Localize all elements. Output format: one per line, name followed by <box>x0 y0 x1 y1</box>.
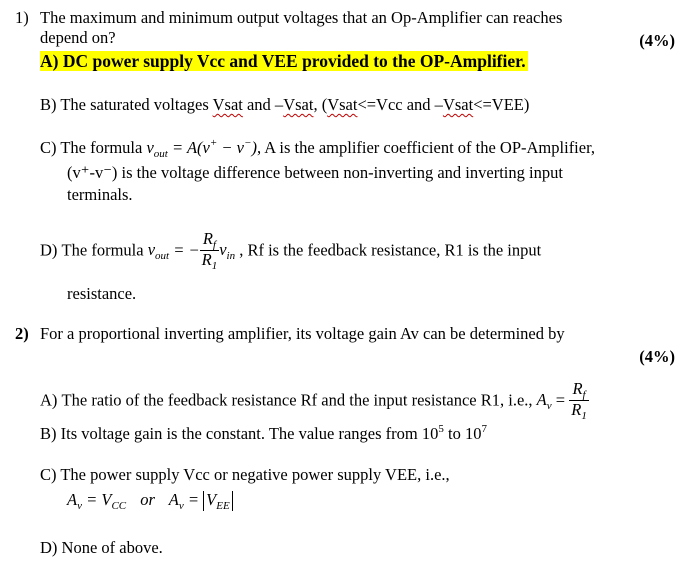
q1-option-c-pre: The formula <box>60 138 147 157</box>
q1-d-v-sub: out <box>155 249 170 262</box>
q2-a-av-sub: v <box>546 399 552 412</box>
q1-option-d-vout <box>147 239 170 262</box>
q1-formula-close: ) <box>251 138 257 157</box>
q2-option-b-text: Its voltage gain is the constant. The value ranges from 10 <box>60 424 439 443</box>
q2-a-num-r: R <box>572 379 583 398</box>
q1-option-a-text: DC power supply Vcc and VEE provided to the OP-Amplifier. <box>62 51 526 71</box>
q2-option-d <box>40 538 163 558</box>
q1-option-b-mid1: and – <box>242 95 284 114</box>
q1-option-d-pre: The formula <box>61 240 148 260</box>
q1-option-b-vsat3: Vsat <box>327 95 358 114</box>
q1-option-b-mid3: <=Vcc and – <box>357 95 443 114</box>
q1-option-d-eq: = − <box>169 240 200 260</box>
q2-option-c-label: C) <box>40 465 57 484</box>
q1-option-b-mid2: , ( <box>313 95 328 114</box>
q1-d-numerator <box>200 230 220 251</box>
q2-option-a-label: A) <box>40 390 58 410</box>
q1-option-c-formula <box>146 137 257 160</box>
q1-option-a-highlight <box>40 51 528 71</box>
q1-option-a-label: A) <box>40 51 59 71</box>
q2-c-eq1: = V <box>81 490 112 509</box>
q1-d-denominator <box>200 251 220 271</box>
q2-c-vee: V <box>206 490 217 509</box>
q1-option-d-vin <box>219 239 236 262</box>
q1-option-c-line2: (v⁺-v⁻) is the voltage difference between non-inverting and inverting input <box>67 163 563 182</box>
q1-option-b-vsat2: Vsat <box>283 95 314 114</box>
q1-d-vin-sub: in <box>226 249 236 262</box>
q2-option-d-text: None of above. <box>61 538 163 557</box>
q1-option-d-fraction <box>200 230 220 271</box>
q2-option-b-to: to 10 <box>443 424 482 443</box>
q1-option-b-end: <=VEE) <box>473 95 530 114</box>
q1-d-den-r: R <box>201 250 212 269</box>
q1-d-den-sub: 1 <box>211 260 218 272</box>
q2-option-c <box>40 465 450 485</box>
q2-option-c-formulas <box>67 490 233 512</box>
q2-option-a-eq: = <box>551 390 570 410</box>
q2-a-den-sub: 1 <box>581 410 587 422</box>
q1-option-a <box>40 51 528 71</box>
q2-a-numerator <box>569 380 589 401</box>
q1-option-b-vsat1: Vsat <box>212 95 243 114</box>
q2-c-abs-vee <box>203 491 233 511</box>
q2-option-b <box>40 424 487 446</box>
q2-option-b-exp1: 5 <box>438 423 444 435</box>
q2-c-av2-sub: v <box>178 500 184 512</box>
q1-option-d-post: , Rf is the feedback resistance, R1 is the input <box>235 240 542 260</box>
q2-option-d-label: D) <box>40 538 58 557</box>
q1-option-d-line2: resistance. <box>67 284 137 303</box>
q1-option-c <box>40 138 595 160</box>
q2-option-a-fraction <box>569 380 589 421</box>
q2-option-b-exp2: 7 <box>481 423 487 435</box>
q1-option-c-post: , A is the amplifier coefficient of the OP-Amplifier, <box>256 138 596 157</box>
q2-c-av2: A <box>168 490 179 509</box>
q2-option-b-label: B) <box>40 424 57 443</box>
q2-c-av1-sub: v <box>77 500 82 512</box>
q2-option-a-text: The ratio of the feedback resistance Rf and the input resistance R1, i.e., <box>61 390 537 410</box>
q2-c-eq2: = <box>183 490 204 509</box>
q1-option-b <box>40 95 529 115</box>
q1-formula-minus-v: − v <box>217 138 244 157</box>
q2-c-av1: A <box>67 490 78 509</box>
q2-marks: (4%) <box>639 347 675 366</box>
q2-a-num-sub: f <box>582 389 586 401</box>
q1-option-d-label: D) <box>40 240 58 260</box>
q1-formula-minus: − <box>244 137 252 149</box>
q1-option-d <box>40 230 541 271</box>
q1-option-c-label: C) <box>40 138 57 157</box>
q1-d-num-r: R <box>202 229 213 248</box>
q1-d-vin: v <box>219 239 227 259</box>
q1-option-b-pre: The saturated voltages <box>60 95 213 114</box>
q2-number: 2) <box>15 324 29 343</box>
q2-c-vcc-sub: CC <box>111 500 127 512</box>
q2-option-c-text: The power supply Vcc or negative power supply VEE, i.e., <box>60 465 450 484</box>
q2-option-a-av <box>536 389 552 412</box>
q2-c-or: or <box>140 490 155 509</box>
q2-a-den-r: R <box>571 400 582 419</box>
q2-a-av: A <box>536 389 547 409</box>
q1-stem-line2: depend on? <box>40 28 116 47</box>
q1-formula-plus: + <box>209 137 218 149</box>
q1-option-b-label: B) <box>40 95 57 114</box>
q1-stem-line1: The maximum and minimum output voltages that an Op-Amplifier can reaches <box>40 8 563 27</box>
q2-stem: For a proportional inverting amplifier, its voltage gain Av can be determined by <box>40 324 565 343</box>
q1-d-num-sub: f <box>212 239 216 251</box>
q2-a-denominator <box>569 401 589 421</box>
q1-option-c-line3: terminals. <box>67 185 133 204</box>
q2-c-vee-sub: EE <box>216 500 230 512</box>
q1-formula-v-sub: out <box>153 148 168 160</box>
q1-option-b-vsat4: Vsat <box>442 95 474 114</box>
q1-marks: (4%) <box>639 31 675 50</box>
q2-option-a <box>40 380 589 421</box>
q1-d-v: v <box>147 239 156 259</box>
q1-formula-rest: = A(v <box>167 138 210 157</box>
q1-formula-v: v <box>146 138 154 157</box>
q1-number: 1) <box>15 8 29 27</box>
